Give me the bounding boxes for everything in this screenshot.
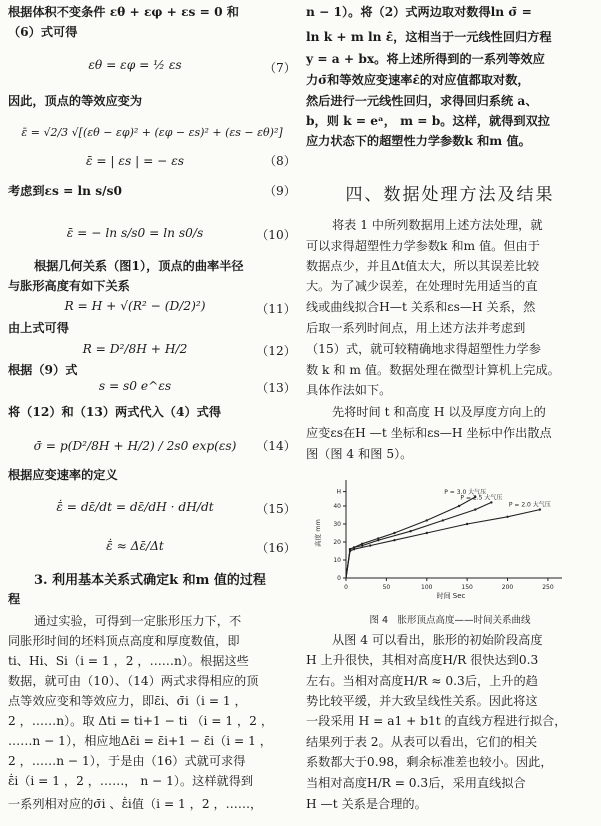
- data-point: [539, 508, 541, 510]
- text-line: 数据，就可由（10）、（14）两式求得相应的顶: [8, 674, 259, 688]
- series-label: P = 3.0 大气压: [444, 489, 487, 496]
- text-line: 将（12）和（13）两式代入（4）式得: [8, 405, 222, 419]
- text-line: （6）式可得: [8, 25, 78, 39]
- text-line: H —t 关系是合理的。: [306, 797, 427, 811]
- text-line: 2 ，……n）。取 Δti = ti+1 − ti （i = 1 ，2 ，: [8, 714, 274, 728]
- text-line: n − 1）。将（2）式两边取对数得ln σ̄ =: [306, 5, 532, 19]
- left-column: [8, 0, 296, 826]
- text-line: ln k + m ln ε̄̇，这相当于一元线性回归方程: [306, 30, 552, 44]
- equation-number: （15）: [256, 502, 296, 516]
- y-tick-label: 10: [333, 557, 341, 564]
- text-line: 具体作法如下。: [306, 383, 392, 397]
- text-line: 从图 4 可以看出，胀形的初始阶段高度: [332, 633, 543, 647]
- equation-number: （8）: [263, 154, 296, 168]
- text-line: 因此，顶点的等效应变为: [8, 94, 143, 108]
- section-heading: 3. 利用基本关系式确定k 和m 值的过程: [34, 573, 266, 588]
- text-line: b，则 k = eᵃ， m = b。这样，就得到双拉: [306, 114, 550, 128]
- series-line: [346, 502, 491, 578]
- equation: R = D²/8H + H/2: [82, 342, 188, 356]
- data-point: [506, 516, 508, 518]
- text-line: 与胀形高度有如下关系: [8, 279, 130, 293]
- text-line: 根据应变速率的定义: [8, 468, 118, 482]
- x-tick-label: 50: [382, 584, 391, 591]
- text-line: 可以求得超塑性力学参数k 和m 值。但由于: [306, 239, 540, 253]
- text-line: 然后进行一元线性回归，求得回归系统 a、: [306, 94, 538, 108]
- text-line: 2 ，……n − 1），于是由（16）式就可求得: [8, 754, 246, 768]
- text-line: 一系列相对应的σ̄i 、ε̄̇i值（i = 1 ，2 ，……，: [8, 797, 263, 811]
- equation: ε̄̇ = dε̄/dt = dε̄/dH · dH/dt: [56, 500, 214, 514]
- series-label: P = 2.0 大气压: [508, 501, 551, 509]
- text-line: 力σ̄和等效应变速率ε̄̇的对应值都取对数，: [306, 73, 530, 87]
- data-point: [409, 530, 411, 532]
- equation: εθ = εφ = ½ εs: [88, 58, 182, 72]
- data-point: [353, 548, 355, 550]
- series-label: P = 2.5 大气压: [460, 494, 503, 502]
- data-point: [458, 505, 460, 507]
- y-axis-label: 高度 mm: [314, 519, 322, 547]
- text-line: （15）式，就可较精确地求得超塑性力学参: [306, 342, 541, 356]
- text-line: 由上式可得: [8, 321, 69, 335]
- x-tick-label: 200: [501, 584, 514, 591]
- equation: ε̄̇ ≈ Δε̄/Δt: [106, 539, 164, 553]
- data-point: [466, 523, 468, 525]
- equation: R = H + √(R² − (D/2)²): [64, 299, 206, 313]
- data-point: [349, 550, 351, 552]
- equation-number: （10）: [256, 228, 296, 242]
- data-point: [361, 544, 363, 546]
- y-tick-label: 40: [333, 503, 341, 510]
- text-line: y = a + bx。将上述所得到的一系列等效应: [306, 52, 545, 66]
- text-line: 线或曲线拟合H—t 关系和εs—H 关系，然: [306, 300, 536, 314]
- equation-number: （7）: [263, 61, 296, 75]
- data-point: [377, 539, 379, 541]
- text-line: 势比较平缓，并大致呈线性关系。因此将这: [306, 694, 538, 708]
- text-line: 大。为了减少误差，在处理时先用适当的直: [306, 279, 538, 293]
- x-axis-label: 时间 Sec: [436, 592, 466, 600]
- series-line: [346, 497, 475, 578]
- data-point: [426, 532, 428, 534]
- text-line: 根据体积不变条件 εθ + εφ + εs = 0 和: [8, 5, 239, 19]
- text-line: 点等效应变和等效应力，即ε̄i、σ̄i（i = 1 ，: [8, 694, 247, 708]
- y-tick-label: H: [336, 488, 341, 496]
- text-line: 应变εs在H —t 坐标和εs—H 坐标中作出散点: [306, 426, 552, 440]
- text-line: 通过实验，可得到一定胀形压力下，不: [34, 614, 242, 628]
- text-line: ε̄̇i（i = 1 ，2 ，……， n − 1）。这样就得到: [8, 774, 254, 788]
- equation: s = s0 e^εs: [98, 379, 172, 393]
- text-line: 结果列于表 2。从表可以看出，它们的相关: [306, 735, 538, 749]
- equation-number: （11）: [256, 302, 296, 316]
- x-tick-label: 0: [344, 584, 348, 591]
- text-line: 图（图 4 和图 5）。: [306, 447, 413, 461]
- text-line: 程: [8, 592, 21, 606]
- equation: ε̄ = − ln s/s0 = ln s0/s: [66, 226, 204, 240]
- data-point: [426, 519, 428, 521]
- data-point: [393, 539, 395, 541]
- x-tick-label: 100: [421, 584, 433, 591]
- section-heading: 四、数据处理方法及结果: [345, 185, 555, 205]
- right-column: [306, 0, 594, 826]
- y-tick-label: 30: [333, 521, 341, 528]
- equation: ε̄ = √2/3 √[(εθ − εφ)² + (εφ − εs)² + (εs − εθ)²]: [21, 126, 283, 139]
- text-line: 应力状态下的超塑性力学参数k 和m 值。: [306, 134, 531, 148]
- data-point: [442, 519, 444, 521]
- equation-number: （9）: [263, 184, 296, 198]
- text-line: 根据几何关系（图1），顶点的曲率半径: [34, 259, 244, 273]
- data-point: [369, 544, 371, 546]
- text-line: 先将时间 t 和高度 H 以及厚度方向上的: [332, 405, 546, 419]
- text-line: 左右。当相对高度H/R ≈ 0.3后，上升的趋: [306, 674, 538, 688]
- text-line: 考虑到εs = ln s/s0: [8, 184, 122, 198]
- equation-number: （12）: [256, 344, 296, 358]
- data-point: [393, 532, 395, 534]
- equation: σ̄ = p(D²/8H + H/2) / 2s0 exp(εs): [33, 439, 237, 453]
- height-time-chart: [306, 470, 594, 600]
- text-line: 根据（9）式: [8, 363, 78, 377]
- equation-number: （16）: [256, 541, 296, 555]
- text-line: 数 k 和 m 值。数据处理在微型计算机上完成。: [306, 363, 560, 377]
- equation-number: （14）: [256, 439, 296, 453]
- y-tick-label: 20: [333, 539, 341, 546]
- text-line: 一段采用 H = a1 + b1t 的直线方程进行拟合，: [306, 714, 567, 728]
- text-line: ti、Hi、Si（i = 1 ，2 ，……n）。根据这些: [8, 654, 249, 668]
- data-point: [474, 508, 476, 510]
- equation: ε̄ = | εs | = − εs: [85, 154, 185, 168]
- x-tick-label: 250: [542, 584, 554, 591]
- data-point: [490, 501, 492, 503]
- y-tick-label: 0: [337, 575, 341, 582]
- text-line: 当相对高度H/R = 0.3后，采用直线拟合: [306, 776, 526, 790]
- equation-number: （13）: [256, 381, 296, 395]
- x-tick-label: 150: [461, 584, 473, 591]
- text-line: 将表 1 中所列数据用上述方法处理，就: [332, 218, 543, 232]
- text-line: H 上升很快，其相对高度H/R 很快达到0.3: [306, 653, 539, 667]
- text-line: 数据点少，并且Δt值太大，所以其误差比较: [306, 259, 540, 273]
- text-line: 系数都大于0.98，剩余标准差也较小。因此，: [306, 755, 553, 769]
- text-line: 后取一系列时间点，用上述方法并考虑到: [306, 321, 526, 335]
- figure-caption: 图 4 胀形顶点高度——时间关系曲线: [369, 615, 531, 626]
- text-line: ……n − 1），相应地Δε̄i = ε̄i+1 − ε̄i（i = 1 ，: [8, 734, 272, 748]
- text-line: 同胀形时间的坯料顶点高度和厚度数值，即: [8, 634, 240, 648]
